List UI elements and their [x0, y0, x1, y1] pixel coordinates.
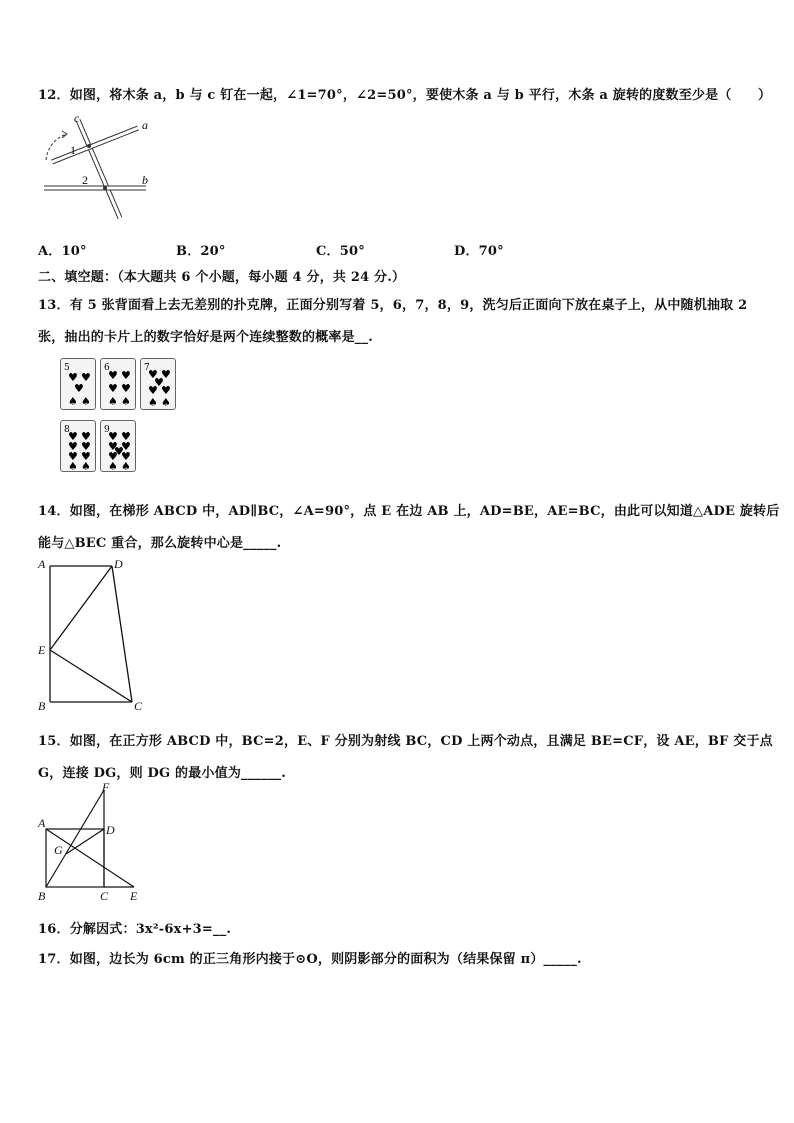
label-D: D	[114, 558, 123, 571]
svg-text:♠: ♠	[161, 396, 171, 409]
svg-text:♥: ♥	[81, 440, 91, 453]
q15-figure	[36, 782, 156, 906]
svg-text:♥: ♥	[121, 382, 131, 395]
label-A: A	[38, 558, 46, 571]
svg-text:♥: ♥	[68, 450, 78, 463]
playing-card-6	[100, 358, 136, 410]
label-E: E	[38, 643, 46, 657]
svg-text:♠: ♠	[148, 396, 158, 409]
svg-text:♥: ♥	[108, 369, 118, 382]
q15-line1: 15．如图，在正方形 ABCD 中，BC=2，E、F 分别为射线 BC，CD 上两个动点，且满足 BE=CF，设 AE，BF 交于点	[38, 734, 773, 749]
stick-c	[78, 120, 120, 218]
q12-text: 12．如图，将木条 a，b 与 c 钉在一起，∠1=70°，∠2=50°，要使木条 a 与 b 平行，木条 a 旋转的度数至少是（ ）	[38, 88, 772, 103]
svg-text:♥: ♥	[148, 384, 158, 397]
label-C: C	[134, 699, 143, 713]
svg-text:7: 7	[144, 363, 150, 373]
label-b: b	[142, 173, 148, 187]
playing-card-5	[60, 358, 96, 410]
q14-line1: 14．如图，在梯形 ABCD 中，AD∥BC，∠A=90°，点 E 在边 AB 上，AD=BE，AE=BC，由此可以知道△ADE 旋转后	[38, 504, 780, 519]
svg-text:♥: ♥	[108, 450, 118, 463]
q13-cards-figure	[60, 358, 184, 482]
q12-option-a: A．10°	[38, 244, 87, 259]
q14-figure	[36, 558, 156, 718]
svg-text:♠: ♠	[108, 395, 118, 408]
label-c: c	[74, 112, 80, 125]
label-F: F	[102, 782, 110, 794]
label-a: a	[142, 118, 148, 132]
svg-text:♥: ♥	[81, 450, 91, 463]
q15-line2: G，连接 DG，则 DG 的最小值为______.	[38, 766, 286, 781]
svg-text:♠: ♠	[121, 460, 131, 473]
label-angle-1: 1	[70, 143, 76, 157]
svg-text:♥: ♥	[108, 382, 118, 395]
q12-option-d: D．70°	[454, 244, 504, 259]
label-G: G	[54, 843, 63, 857]
q14-line2: 能与△BEC 重合，那么旋转中心是_____.	[38, 536, 282, 551]
svg-text:5: 5	[64, 363, 70, 373]
playing-card-9	[100, 420, 136, 472]
svg-text:♥: ♥	[121, 430, 131, 443]
label-B: B	[38, 889, 46, 903]
q16-text: 16．分解因式：3x²-6x+3=__.	[38, 922, 232, 937]
label-C: C	[100, 889, 109, 903]
svg-text:♥: ♥	[121, 440, 131, 453]
svg-text:♥: ♥	[81, 430, 91, 443]
svg-text:♠: ♠	[108, 460, 118, 473]
svg-text:♥: ♥	[148, 368, 158, 381]
svg-text:6: 6	[104, 363, 110, 373]
svg-text:♥: ♥	[121, 450, 131, 463]
q17-text: 17．如图，边长为 6cm 的正三角形内接于⊙O，则阴影部分的面积为（结果保留 π）_____.	[38, 952, 582, 967]
svg-text:♥: ♥	[81, 371, 91, 384]
svg-text:♥: ♥	[68, 430, 78, 443]
q13-line2: 张，抽出的卡片上的数字恰好是两个连续整数的概率是__.	[38, 330, 373, 345]
svg-text:9: 9	[104, 425, 110, 435]
svg-text:♥: ♥	[154, 376, 164, 389]
q12-option-b: B．20°	[176, 244, 226, 259]
label-A: A	[38, 816, 46, 830]
svg-text:♥: ♥	[161, 368, 171, 381]
label-angle-2: 2	[82, 173, 88, 187]
svg-text:♠: ♠	[121, 395, 131, 408]
svg-text:♥: ♥	[108, 440, 118, 453]
q12-figure	[38, 112, 158, 222]
playing-card-8	[60, 420, 96, 472]
label-E: E	[130, 889, 138, 903]
label-B: B	[38, 699, 46, 713]
svg-text:♥: ♥	[68, 371, 78, 384]
svg-text:♥: ♥	[161, 384, 171, 397]
svg-text:♥: ♥	[68, 440, 78, 453]
playing-card-7	[140, 358, 176, 410]
svg-text:♥: ♥	[108, 430, 118, 443]
svg-text:♠: ♠	[68, 460, 78, 473]
svg-text:♥: ♥	[114, 445, 124, 458]
svg-text:♠: ♠	[81, 460, 91, 473]
svg-text:8: 8	[64, 425, 70, 435]
label-D: D	[106, 823, 115, 837]
section-heading: 二、填空题：（本大题共 6 个小题，每小题 4 分，共 24 分.）	[38, 270, 406, 285]
q12-option-c: C．50°	[316, 244, 365, 259]
svg-text:♥: ♥	[121, 369, 131, 382]
q13-line1: 13．有 5 张背面看上去无差别的扑克牌，正面分别写着 5，6，7，8，9，洗匀后正面向下放在桌子上，从中随机抽取 2	[38, 298, 748, 313]
svg-text:♥: ♥	[74, 382, 84, 395]
svg-text:♠: ♠	[81, 395, 91, 408]
svg-text:♠: ♠	[68, 395, 78, 408]
